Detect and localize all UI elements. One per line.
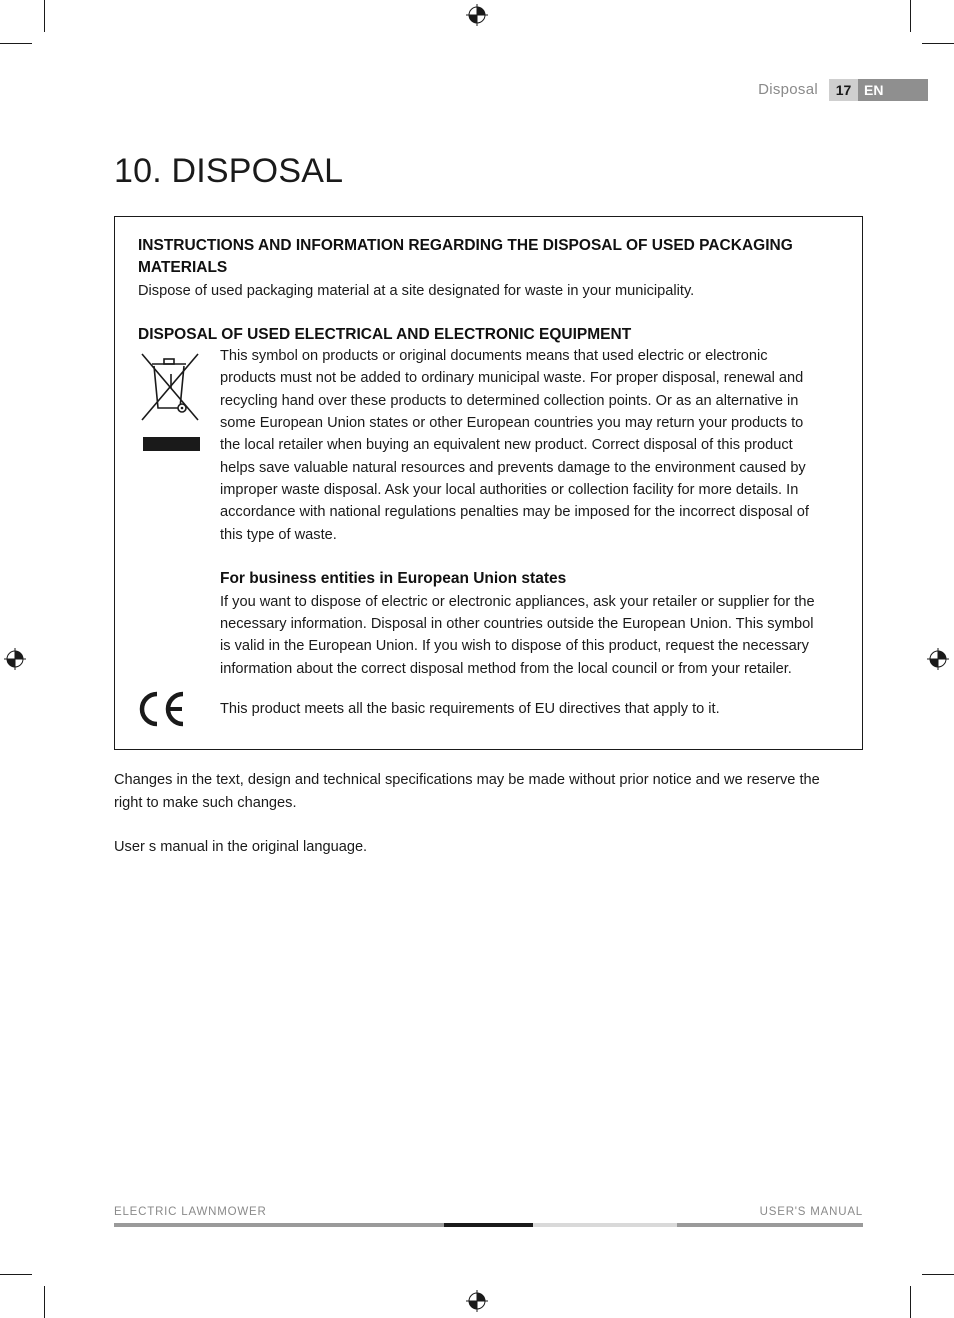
business-heading: For business entities in European Union states [220,570,567,587]
packaging-heading: INSTRUCTIONS AND INFORMATION REGARDING THE DISPOSAL OF USED PACKAGING [138,237,793,254]
header-page-number: 17 [829,79,858,101]
registration-mark-icon [466,4,488,26]
registration-mark-icon [466,1290,488,1312]
business-text-line: is valid in the European Union. If you wish to dispose of this product, request the necessary [220,638,809,654]
business-text-line: If you want to dispose of electric or electronic appliances, ask your retailer or supplier for the [220,594,815,610]
ce-mark-icon [137,690,187,728]
weee-text-line: products must not be added to ordinary municipal waste. For proper disposal, renewal and [220,370,804,386]
registration-mark-icon [927,648,949,670]
crop-mark [922,1274,954,1275]
weee-text-line: the local retailer when buying an equivalent new product. Correct disposal of this product [220,437,793,453]
notice-text-line: right to make such changes. [114,795,297,811]
crop-mark [0,43,32,44]
registration-mark-icon [4,648,26,670]
footer-rule-segment [677,1223,863,1227]
weee-text-line: helps save valuable natural resources and prevents damage to the environment caused by [220,460,806,476]
weee-text-line: recycling hand over these products to determined collection points. Or as an alternative in [220,393,799,409]
business-text-line: necessary information. Disposal in other countries outside the European Union. This symbol [220,616,814,632]
weee-date-bar [143,437,200,451]
packaging-heading-cont: MATERIALS [138,259,228,276]
footer-rule-segment [533,1223,677,1227]
weee-text-line: improper waste disposal. Ask your local authorities or collection facility for more details. In [220,482,799,498]
crossed-out-wheelie-bin-icon [138,350,202,426]
footer-rule-segment [114,1223,444,1227]
crop-mark [910,1286,911,1318]
crop-mark [0,1274,32,1275]
crop-mark [922,43,954,44]
crop-mark [910,0,911,32]
weee-text-line: some European Union states or other European countries you may return your products to [220,415,804,431]
footer-rule-segment [444,1223,533,1227]
crop-mark [44,1286,45,1318]
original-language-note: User s manual in the original language. [114,839,368,855]
crop-mark [44,0,45,32]
weee-text-line: this type of waste. [220,527,337,543]
notice-text-line: Changes in the text, design and technical specifications may be made without prior notice and we reserve the [114,772,820,788]
footer-product-name: ELECTRIC LAWNMOWER [114,1206,267,1218]
weee-heading: DISPOSAL OF USED ELECTRICAL AND ELECTRONIC EQUIPMENT [138,326,632,343]
page-title: 10. DISPOSAL [114,152,344,190]
ce-statement: This product meets all the basic requirements of EU directives that apply to it. [220,701,720,717]
weee-text-line: This symbol on products or original documents means that used electric or electronic [220,348,768,364]
header-section-label: Disposal [758,81,818,98]
packaging-text: Dispose of used packaging material at a site designated for waste in your municipality. [138,283,695,299]
business-text-line: information about the correct disposal method from the local council or from your retailer. [220,661,792,677]
header-language-tab: EN [858,79,928,101]
footer-document-type: USER'S MANUAL [759,1206,863,1218]
weee-text-line: accordance with national regulations penalties may be imposed for the incorrect disposal of [220,504,809,520]
